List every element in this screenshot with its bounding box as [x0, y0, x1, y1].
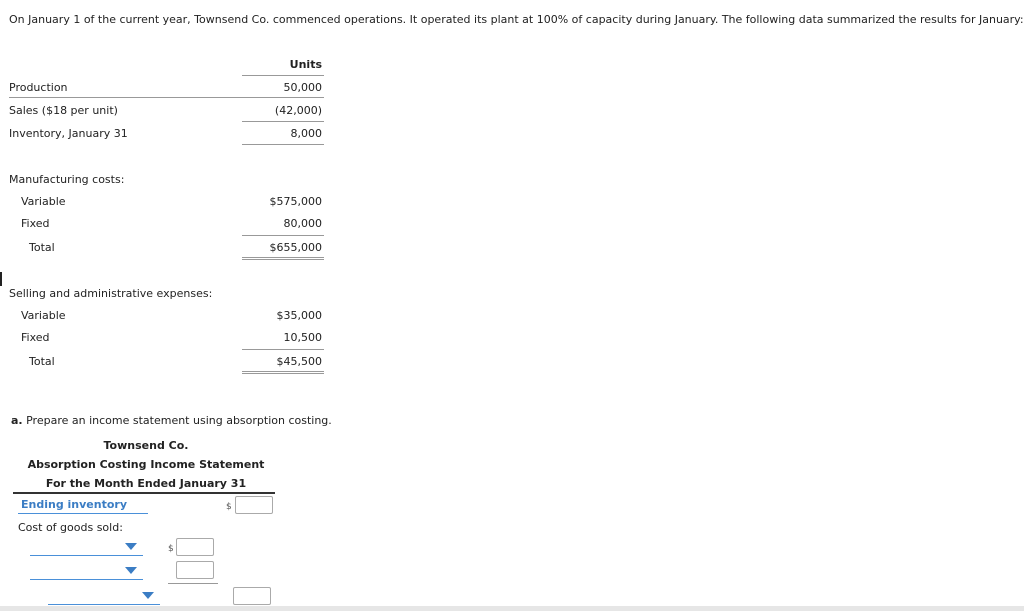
statement-period: For the Month Ended January 31 [45, 477, 247, 490]
cogs-dropdown-2-underline [30, 579, 143, 580]
sa-total-label: Total [29, 355, 55, 368]
row1-dollar-sign: $ [226, 502, 232, 512]
cogs-dropdown-3-underline [48, 604, 160, 605]
cogs1-dollar-sign: $ [168, 544, 174, 554]
units-total-rule [242, 144, 324, 145]
units-inventory-value: 8,000 [290, 127, 322, 140]
units-inventory-label: Inventory, January 31 [9, 127, 128, 140]
units-production-value: 50,000 [283, 81, 322, 94]
statement-header-rule [13, 492, 275, 494]
cogs-amount-input-2[interactable] [176, 561, 214, 579]
mfg-variable-value: $575,000 [269, 195, 322, 208]
statement-company: Townsend Co. [103, 439, 189, 452]
cogs-account-dropdown-2[interactable] [30, 562, 143, 580]
units-subtotal-rule [242, 121, 324, 122]
row1-select-underline [18, 513, 148, 514]
mfg-fixed-value: 80,000 [283, 217, 322, 230]
mfg-variable-label: Variable [21, 195, 66, 208]
cogs-account-dropdown-1[interactable] [30, 538, 143, 556]
sa-total-double-rule [242, 371, 324, 374]
units-header-rule [242, 75, 324, 76]
units-sales-value: (42,000) [274, 104, 322, 117]
statement-title: Absorption Costing Income Statement [27, 458, 265, 471]
cogs-account-dropdown-3[interactable] [48, 587, 160, 605]
problem-intro: On January 1 of the current year, Townsend Co. commenced operations. It operated its plant at 100% of capacity during January. The following data summarized the results for January: [9, 13, 1024, 26]
question-a-text: Prepare an income statement using absorption costing. [26, 414, 332, 427]
cogs-subtotal-rule [168, 583, 218, 584]
row1-account-select[interactable]: Ending inventory [21, 498, 127, 511]
mfg-fixed-label: Fixed [21, 217, 50, 230]
sa-fixed-value: 10,500 [283, 331, 322, 344]
cogs-dropdown-1-underline [30, 555, 143, 556]
left-edge-marker [0, 272, 2, 286]
sa-variable-value: $35,000 [276, 309, 322, 322]
sa-fixed-label: Fixed [21, 331, 50, 344]
mfg-total-value: $655,000 [269, 241, 322, 254]
sa-total-value: $45,500 [276, 355, 322, 368]
cogs-label: Cost of goods sold: [18, 521, 123, 534]
cogs-amount-input-3[interactable] [233, 587, 271, 605]
cogs-amount-input-1[interactable] [176, 538, 214, 556]
units-row-divider [9, 97, 324, 98]
question-a-letter: a. [11, 414, 23, 427]
units-header: Units [289, 58, 322, 71]
question-a [11, 414, 332, 427]
row1-amount-input[interactable] [235, 496, 273, 514]
mfg-total-double-rule [242, 257, 324, 260]
sa-variable-label: Variable [21, 309, 66, 322]
manufacturing-title: Manufacturing costs: [9, 173, 125, 186]
bottom-scroll-edge [0, 606, 1024, 611]
selling-title: Selling and administrative expenses: [9, 287, 213, 300]
mfg-subtotal-rule [242, 235, 324, 236]
dropdown-arrow-icon [125, 543, 137, 550]
mfg-total-label: Total [29, 241, 55, 254]
dropdown-arrow-icon [142, 592, 154, 599]
dropdown-arrow-icon [125, 567, 137, 574]
units-sales-label: Sales ($18 per unit) [9, 104, 118, 117]
sa-subtotal-rule [242, 349, 324, 350]
units-production-label: Production [9, 81, 68, 94]
